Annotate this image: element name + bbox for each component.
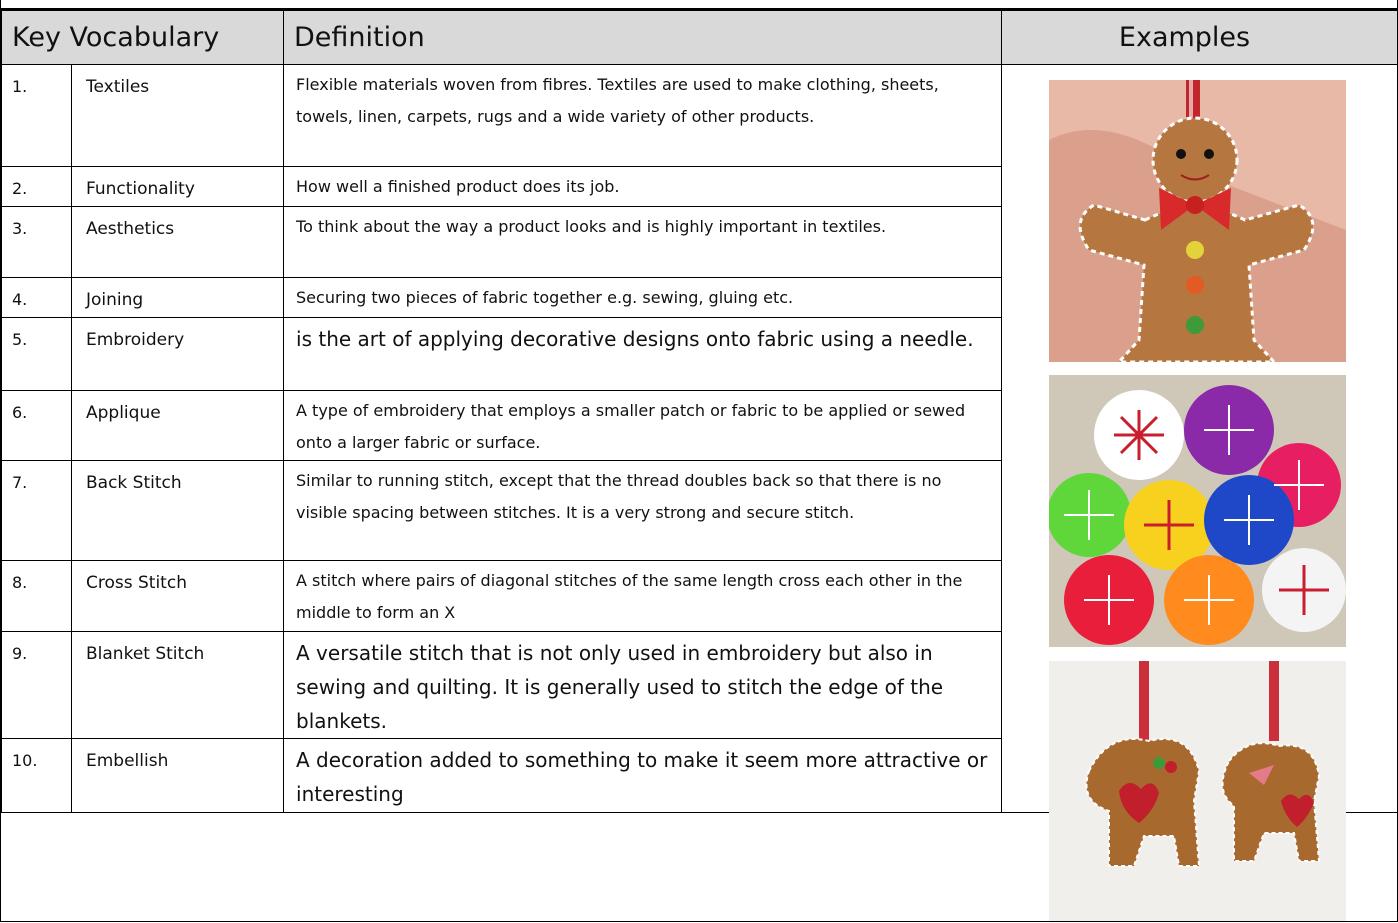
table-row xyxy=(2,65,1398,167)
row-definition: Securing two pieces of fabric together e.g. sewing, gluing etc. xyxy=(284,278,1002,318)
vocabulary-table xyxy=(1,10,1398,813)
row-definition: A stitch where pairs of diagonal stitches of the same length cross each other in the middle to form an X xyxy=(284,561,1002,632)
row-definition: To think about the way a product looks and is highly important in textiles. xyxy=(284,207,1002,278)
snowflake-baubles-image xyxy=(1049,375,1346,647)
row-number: 10. xyxy=(2,739,72,813)
header-row xyxy=(2,11,1398,65)
row-definition: A type of embroidery that employs a smaller patch or fabric to be applied or sewed onto a larger fabric or surface. xyxy=(284,391,1002,461)
row-number: 9. xyxy=(2,632,72,739)
row-definition: A decoration added to something to make it seem more attractive or interesting xyxy=(284,739,1002,813)
row-term: Functionality xyxy=(72,167,284,207)
row-number: 2. xyxy=(2,167,72,207)
row-term: Applique xyxy=(72,391,284,461)
row-term: Textiles xyxy=(72,65,284,167)
row-term: Blanket Stitch xyxy=(72,632,284,739)
row-term: Embellish xyxy=(72,739,284,813)
row-definition: is the art of applying decorative designs onto fabric using a needle. xyxy=(284,318,1002,391)
row-definition: A versatile stitch that is not only used in embroidery but also in sewing and quilting. It is generally used to stitch the edge of the blankets. xyxy=(284,632,1002,739)
row-definition: Similar to running stitch, except that the thread doubles back so that there is no visible spacing between stitches. It is a very strong and secure stitch. xyxy=(284,461,1002,561)
row-number: 5. xyxy=(2,318,72,391)
examples-cell xyxy=(1002,65,1398,813)
row-number: 1. xyxy=(2,65,72,167)
row-number: 8. xyxy=(2,561,72,632)
header-examples: Examples xyxy=(1002,11,1398,65)
row-definition: Flexible materials woven from fibres. Textiles are used to make clothing, sheets, towels, linen, carpets, rugs and a wide variety of other products. xyxy=(284,65,1002,167)
row-number: 7. xyxy=(2,461,72,561)
reindeer-ornaments-image xyxy=(1049,661,1346,921)
row-number: 3. xyxy=(2,207,72,278)
gingerbread-ornament-image xyxy=(1049,80,1346,362)
row-definition: How well a finished product does its job. xyxy=(284,167,1002,207)
row-term: Embroidery xyxy=(72,318,284,391)
row-term: Back Stitch xyxy=(72,461,284,561)
row-number: 4. xyxy=(2,278,72,318)
header-key-vocabulary: Key Vocabulary xyxy=(2,11,284,65)
row-number: 6. xyxy=(2,391,72,461)
header-definition: Definition xyxy=(284,11,1002,65)
row-term: Aesthetics xyxy=(72,207,284,278)
row-term: Cross Stitch xyxy=(72,561,284,632)
row-term: Joining xyxy=(72,278,284,318)
